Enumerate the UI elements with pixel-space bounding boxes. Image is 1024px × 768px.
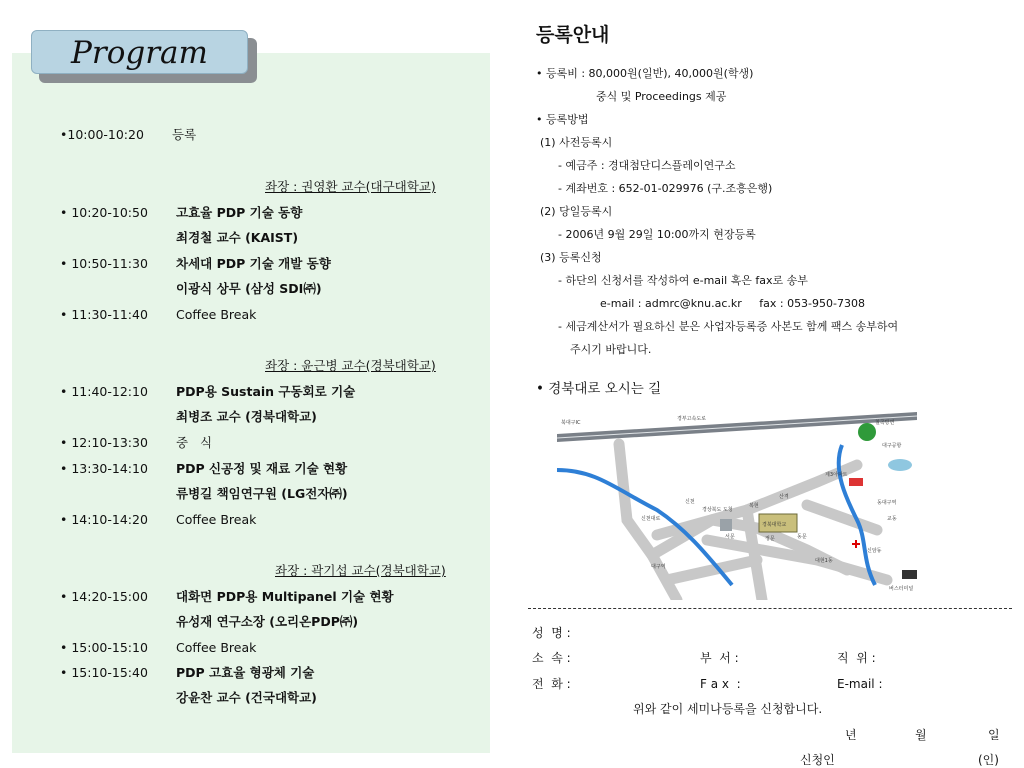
time-2: • 10:50-11:30: [60, 256, 148, 271]
car-marker: [849, 478, 863, 486]
svg-text:경북대학교: 경북대학교: [762, 522, 787, 528]
time-5: • 12:10-13:30: [60, 435, 148, 450]
position-label: 직 위 :: [837, 651, 876, 665]
speaker-1: 최경철 교수 (KAIST): [176, 230, 299, 245]
svg-text:경상북도 도청: 경상북도 도청: [702, 507, 733, 513]
speaker-10: 강윤찬 교수 (건국대학교): [176, 690, 317, 705]
item-10: PDP 고효율 형광체 기술: [176, 665, 315, 680]
item-9: Coffee Break: [176, 640, 257, 655]
year-label: 년: [845, 728, 857, 742]
item-8: 대화면 PDP용 Multipanel 기술 현황: [176, 589, 394, 604]
svg-text:복현: 복현: [749, 503, 759, 509]
government-building: [720, 519, 732, 531]
program-title: Program: [71, 35, 208, 71]
name-label: 성 명 :: [532, 626, 571, 640]
svg-text:경부고속도로: 경부고속도로: [677, 416, 706, 422]
reg-account: - 계좌번호 : 652-01-029976 (구.조흥은행): [558, 182, 773, 195]
speaker-2: 이광식 상무 (삼성 SDI㈜): [176, 281, 322, 296]
tree-marker: [858, 423, 876, 441]
affiliation-label: 소 속 :: [532, 651, 571, 665]
directions-title: • 경북대로 오시는 길: [536, 381, 662, 397]
chair-2: 좌장 : 윤근병 교수(경북대학교): [265, 358, 436, 373]
phone-label: 전 화 :: [532, 677, 571, 691]
svg-text:교동: 교동: [887, 516, 897, 522]
speaker-6: 류병길 책임연구원 (LG전자㈜): [176, 486, 348, 501]
time-6: • 13:30-14:10: [60, 461, 148, 476]
chair-1: 좌장 : 권영환 교수(대구대학교): [265, 179, 436, 194]
fax-label: F a x :: [700, 677, 741, 691]
reg-tax-cont: 주시기 바랍니다.: [570, 343, 652, 356]
reg-holder: - 예금주 : 경대첨단디스플레이연구소: [558, 159, 736, 172]
cut-line: [528, 608, 1012, 609]
bus-marker: [902, 570, 917, 579]
svg-text:대구공항: 대구공항: [882, 443, 902, 449]
reg-apply-note: - 하단의 신청서를 작성하여 e-mail 혹은 fax로 송부: [558, 274, 808, 287]
time-0: •10:00-10:20: [60, 127, 144, 142]
item-2: 차세대 PDP 기술 개발 동향: [176, 256, 331, 271]
item-1: 고효율 PDP 기술 동향: [176, 205, 303, 220]
reg-onsite: (2) 당일등록시: [540, 205, 613, 218]
item-6: PDP 신공정 및 재료 기술 현황: [176, 461, 348, 476]
svg-text:제3아파트: 제3아파트: [825, 472, 848, 478]
reg-pre: (1) 사전등록시: [540, 136, 613, 149]
svg-text:신천대로: 신천대로: [641, 516, 661, 522]
registration-title: 등록안내: [536, 24, 610, 46]
month-label: 월: [915, 728, 927, 742]
item-3: Coffee Break: [176, 307, 257, 322]
applicant-label: 신청인: [800, 753, 835, 767]
reg-fee: • 등록비 : 80,000원(일반), 40,000원(학생): [536, 67, 754, 80]
chair-3: 좌장 : 곽기섭 교수(경북대학교): [275, 563, 446, 578]
location-map: [557, 410, 917, 600]
svg-text:산격: 산격: [779, 494, 789, 500]
form-statement: 위와 같이 세미나등록을 신청합니다.: [633, 702, 823, 716]
reg-apply: (3) 등록신청: [540, 251, 602, 264]
seal-label: (인): [978, 753, 999, 767]
time-10: • 15:10-15:40: [60, 665, 148, 680]
time-1: • 10:20-10:50: [60, 205, 148, 220]
time-9: • 15:00-15:10: [60, 640, 148, 655]
church-marker: [852, 540, 860, 548]
day-label: 일: [988, 728, 1000, 742]
time-8: • 14:20-15:00: [60, 589, 148, 604]
svg-text:동대구역: 동대구역: [877, 500, 897, 506]
item-7: Coffee Break: [176, 512, 257, 527]
svg-text:대현1동: 대현1동: [815, 558, 833, 564]
speaker-8: 유성재 연구소장 (오리온PDP㈜): [176, 614, 359, 629]
svg-text:버스터미널: 버스터미널: [889, 586, 914, 592]
program-title-tab: [31, 30, 248, 74]
item-5: 중 식: [176, 435, 213, 450]
svg-text:정문: 정문: [765, 536, 775, 542]
svg-text:대구역: 대구역: [651, 564, 666, 570]
time-4: • 11:40-12:10: [60, 384, 148, 399]
reg-contact: e-mail : admrc@knu.ac.kr fax : 053-950-7308: [600, 297, 865, 310]
time-3: • 11:30-11:40: [60, 307, 148, 322]
reg-tax: - 세금계산서가 필요하신 분은 사업자등록증 사본도 함께 팩스 송부하여: [558, 320, 899, 333]
svg-text:서문: 서문: [725, 534, 735, 540]
email-label: E-mail :: [837, 677, 883, 691]
item-0: 등록: [172, 127, 197, 142]
airport-marker: [888, 459, 912, 471]
reg-method: • 등록방법: [536, 113, 589, 126]
svg-text:동문: 동문: [797, 534, 807, 540]
item-4: PDP용 Sustain 구동회로 기술: [176, 384, 356, 399]
time-7: • 14:10-14:20: [60, 512, 148, 527]
department-label: 부 서 :: [700, 651, 739, 665]
svg-text:신천: 신천: [685, 499, 695, 505]
svg-text:신암동: 신암동: [867, 548, 882, 554]
speaker-4: 최병조 교수 (경북대학교): [176, 409, 317, 424]
svg-text:북대구IC: 북대구IC: [561, 420, 581, 426]
svg-text:칠곡방면: 칠곡방면: [875, 420, 895, 426]
reg-fee-note: 중식 및 Proceedings 제공: [596, 90, 727, 103]
map-roads: [619, 444, 887, 600]
reg-onsite-date: - 2006년 9월 29일 10:00까지 현장등록: [558, 228, 756, 241]
